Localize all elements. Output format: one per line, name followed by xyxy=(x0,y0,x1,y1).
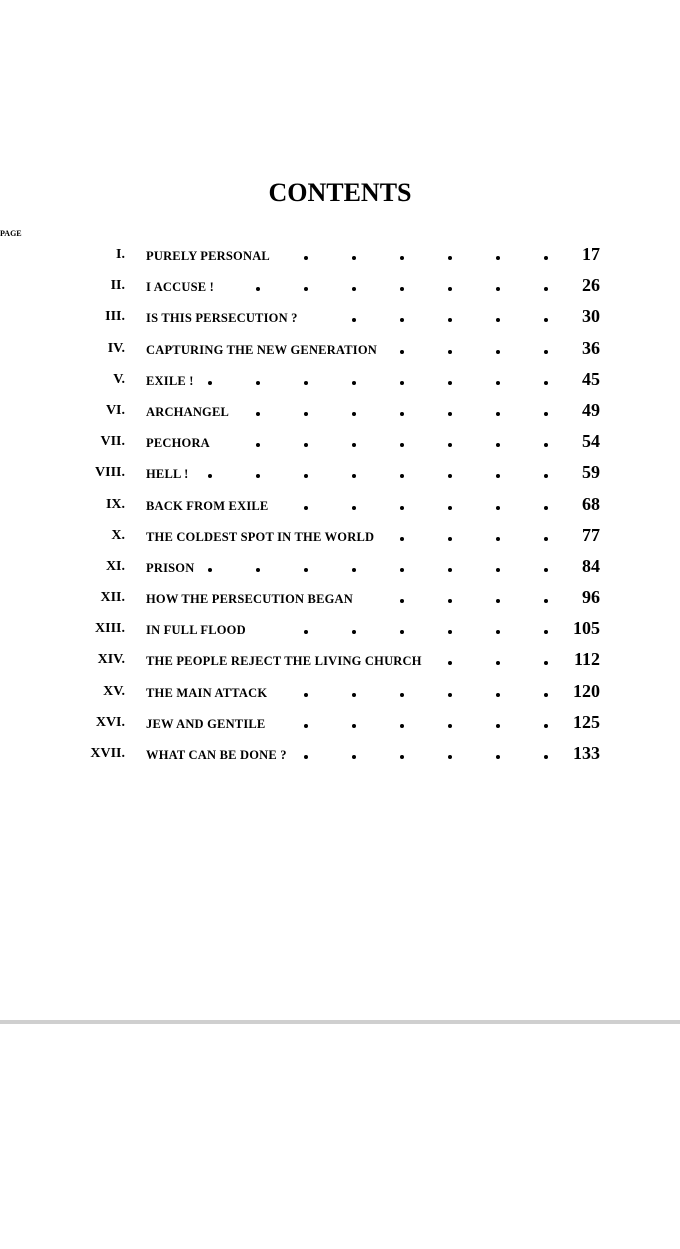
toc-entry xyxy=(0,303,680,334)
page-number: 105 xyxy=(573,618,600,639)
page-number: 17 xyxy=(582,244,600,264)
chapter-number: XIV. xyxy=(97,652,125,668)
chapter-number: IV. xyxy=(107,340,125,356)
page-number: 54 xyxy=(582,431,600,452)
leader-dot xyxy=(448,537,452,541)
toc-entry xyxy=(0,678,680,709)
leader-dot xyxy=(496,506,500,510)
toc-entry xyxy=(0,709,680,740)
leader-dot xyxy=(496,755,500,759)
dot-leaders xyxy=(260,626,546,636)
leader-dot xyxy=(496,443,500,447)
chapter-title: IS THIS PERSECUTION ? xyxy=(146,311,298,326)
table-of-contents xyxy=(0,241,680,771)
leader-dot xyxy=(352,630,356,634)
leader-dot xyxy=(544,350,548,354)
chapter-number: XIII. xyxy=(95,621,125,637)
chapter-number: VI. xyxy=(105,402,125,418)
leader-dot xyxy=(544,755,548,759)
page-bottom-edge xyxy=(0,1020,680,1024)
chapter-number: I. xyxy=(116,247,125,262)
chapter-number: VII. xyxy=(100,434,125,450)
leader-dot xyxy=(544,693,548,697)
leader-dot xyxy=(544,506,548,510)
leader-dot xyxy=(208,381,212,385)
toc-entry xyxy=(0,241,680,272)
leader-dot xyxy=(448,474,452,478)
page-number: 77 xyxy=(582,524,600,545)
chapter-title: THE MAIN ATTACK xyxy=(146,685,268,700)
leader-dot xyxy=(544,256,548,260)
chapter-number: XI. xyxy=(105,558,125,574)
leader-dot xyxy=(496,412,500,416)
leader-dot xyxy=(448,350,452,354)
leader-dot xyxy=(448,318,452,322)
dot-leaders xyxy=(367,595,546,605)
leader-dot xyxy=(208,474,212,478)
leader-dot xyxy=(208,568,212,572)
dot-leaders xyxy=(436,657,546,667)
leader-dot xyxy=(256,568,260,572)
leader-dot xyxy=(256,381,260,385)
leader-dot xyxy=(448,661,452,665)
leader-dot xyxy=(304,724,308,728)
leader-dot xyxy=(400,443,404,447)
dot-leaders xyxy=(208,564,546,574)
toc-entry xyxy=(0,584,680,615)
leader-dot xyxy=(352,693,356,697)
leader-dot xyxy=(352,443,356,447)
dot-leaders xyxy=(243,408,546,418)
toc-entry xyxy=(0,459,680,490)
leader-dot xyxy=(496,474,500,478)
leader-dot xyxy=(400,568,404,572)
dot-leaders xyxy=(208,377,546,387)
leader-dot xyxy=(544,287,548,291)
page-number: 125 xyxy=(573,711,600,732)
dot-leaders xyxy=(388,533,546,543)
page-number: 30 xyxy=(582,306,600,327)
leader-dot xyxy=(544,661,548,665)
leader-dot xyxy=(448,599,452,603)
leader-dot xyxy=(544,381,548,385)
leader-dot xyxy=(544,599,548,603)
leader-dot xyxy=(496,256,500,260)
leader-dot xyxy=(496,661,500,665)
leader-dot xyxy=(304,256,308,260)
toc-entry xyxy=(0,553,680,584)
leader-dot xyxy=(448,412,452,416)
page-number: 68 xyxy=(582,493,600,514)
toc-entry xyxy=(0,740,680,771)
dot-leaders xyxy=(224,439,546,449)
dot-leaders xyxy=(203,470,546,480)
leader-dot xyxy=(544,412,548,416)
leader-dot xyxy=(304,412,308,416)
chapter-title: I ACCUSE ! xyxy=(146,280,214,295)
leader-dot xyxy=(448,287,452,291)
leader-dot xyxy=(400,287,404,291)
leader-dot xyxy=(400,474,404,478)
leader-dot xyxy=(496,287,500,291)
chapter-title: THE COLDEST SPOT IN THE WORLD xyxy=(146,529,375,544)
toc-entry xyxy=(0,335,680,366)
leader-dot xyxy=(448,630,452,634)
page-number: 59 xyxy=(582,462,600,483)
toc-entry xyxy=(0,272,680,303)
leader-dot xyxy=(352,506,356,510)
leader-dot xyxy=(448,693,452,697)
dot-leaders xyxy=(312,314,546,324)
page-number: 84 xyxy=(582,555,600,576)
leader-dot xyxy=(352,755,356,759)
page-number: 96 xyxy=(582,587,600,608)
leader-dot xyxy=(544,318,548,322)
toc-entry xyxy=(0,646,680,677)
chapter-title: JEW AND GENTILE xyxy=(146,716,266,731)
leader-dot xyxy=(400,506,404,510)
chapter-number: XV. xyxy=(103,683,125,699)
dot-leaders xyxy=(281,689,546,699)
leader-dot xyxy=(400,381,404,385)
leader-dot xyxy=(544,630,548,634)
dot-leaders xyxy=(282,502,546,512)
chapter-number: IX. xyxy=(105,496,125,512)
leader-dot xyxy=(352,568,356,572)
leader-dot xyxy=(256,474,260,478)
page-number: 112 xyxy=(573,649,600,670)
chapter-number: II. xyxy=(110,278,125,294)
leader-dot xyxy=(256,287,260,291)
leader-dot xyxy=(400,630,404,634)
leader-dot xyxy=(400,599,404,603)
leader-dot xyxy=(448,568,452,572)
chapter-title: THE PEOPLE REJECT THE LIVING CHURCH xyxy=(146,654,422,669)
leader-dot xyxy=(400,412,404,416)
toc-entry xyxy=(0,397,680,428)
toc-entry xyxy=(0,366,680,397)
chapter-title: BACK FROM EXILE xyxy=(146,498,269,513)
chapter-title: WHAT CAN BE DONE ? xyxy=(146,748,287,762)
leader-dot xyxy=(496,568,500,572)
chapter-number: V. xyxy=(113,371,125,387)
leader-dot xyxy=(256,412,260,416)
chapter-title: PECHORA xyxy=(146,436,210,451)
leader-dot xyxy=(496,599,500,603)
dot-leaders xyxy=(279,720,546,730)
leader-dot xyxy=(544,724,548,728)
leader-dot xyxy=(400,537,404,541)
leader-dot xyxy=(496,537,500,541)
leader-dot xyxy=(400,350,404,354)
leader-dot xyxy=(400,693,404,697)
leader-dot xyxy=(448,724,452,728)
toc-entry xyxy=(0,615,680,646)
leader-dot xyxy=(304,506,308,510)
leader-dot xyxy=(256,443,260,447)
toc-entry xyxy=(0,428,680,459)
chapter-number: X. xyxy=(111,527,125,543)
leader-dot xyxy=(496,724,500,728)
leader-dot xyxy=(496,318,500,322)
dot-leaders xyxy=(284,252,546,262)
leader-dot xyxy=(544,474,548,478)
leader-dot xyxy=(304,287,308,291)
leader-dot xyxy=(304,693,308,697)
leader-dot xyxy=(304,443,308,447)
toc-entry xyxy=(0,491,680,522)
leader-dot xyxy=(448,443,452,447)
leader-dot xyxy=(352,318,356,322)
chapter-title: ARCHANGEL xyxy=(146,404,230,419)
chapter-title: PURELY PERSONAL xyxy=(146,249,270,263)
leader-dot xyxy=(496,350,500,354)
leader-dot xyxy=(544,443,548,447)
chapter-title: CAPTURING THE NEW GENERATION xyxy=(146,342,377,357)
leader-dot xyxy=(448,506,452,510)
chapter-number: XII. xyxy=(100,590,125,606)
toc-entry xyxy=(0,522,680,553)
page-number: 133 xyxy=(573,743,600,763)
chapter-number: XVII. xyxy=(90,746,125,761)
page-number: 45 xyxy=(582,368,600,389)
dot-leaders xyxy=(301,751,546,761)
leader-dot xyxy=(352,287,356,291)
leader-dot xyxy=(448,256,452,260)
leader-dot xyxy=(304,755,308,759)
dot-leaders xyxy=(391,346,546,356)
leader-dot xyxy=(352,412,356,416)
page-number: 36 xyxy=(582,337,600,358)
leader-dot xyxy=(400,755,404,759)
dot-leaders xyxy=(228,283,546,293)
leader-dot xyxy=(448,381,452,385)
leader-dot xyxy=(400,724,404,728)
leader-dot xyxy=(544,537,548,541)
leader-dot xyxy=(352,474,356,478)
chapter-number: III. xyxy=(105,309,125,325)
chapter-title: IN FULL FLOOD xyxy=(146,623,246,638)
leader-dot xyxy=(304,474,308,478)
chapter-title: HELL ! xyxy=(146,467,189,482)
leader-dot xyxy=(304,630,308,634)
leader-dot xyxy=(304,381,308,385)
page-number: 49 xyxy=(582,399,600,420)
leader-dot xyxy=(352,381,356,385)
chapter-title: EXILE ! xyxy=(146,373,194,388)
page-number: 26 xyxy=(582,275,600,296)
leader-dot xyxy=(496,693,500,697)
page-number: 120 xyxy=(573,680,600,701)
leader-dot xyxy=(400,318,404,322)
chapter-title: PRISON xyxy=(146,560,195,575)
leader-dot xyxy=(448,755,452,759)
page-column-label: PAGE xyxy=(0,229,680,1249)
page-title: CONTENTS xyxy=(268,178,412,207)
leader-dot xyxy=(304,568,308,572)
leader-dot xyxy=(496,381,500,385)
leader-dot xyxy=(400,256,404,260)
leader-dot xyxy=(352,724,356,728)
chapter-title: HOW THE PERSECUTION BEGAN xyxy=(146,592,354,607)
chapter-number: XVI. xyxy=(95,714,125,730)
leader-dot xyxy=(544,568,548,572)
chapter-number: VIII. xyxy=(95,465,125,481)
leader-dot xyxy=(352,256,356,260)
leader-dot xyxy=(496,630,500,634)
